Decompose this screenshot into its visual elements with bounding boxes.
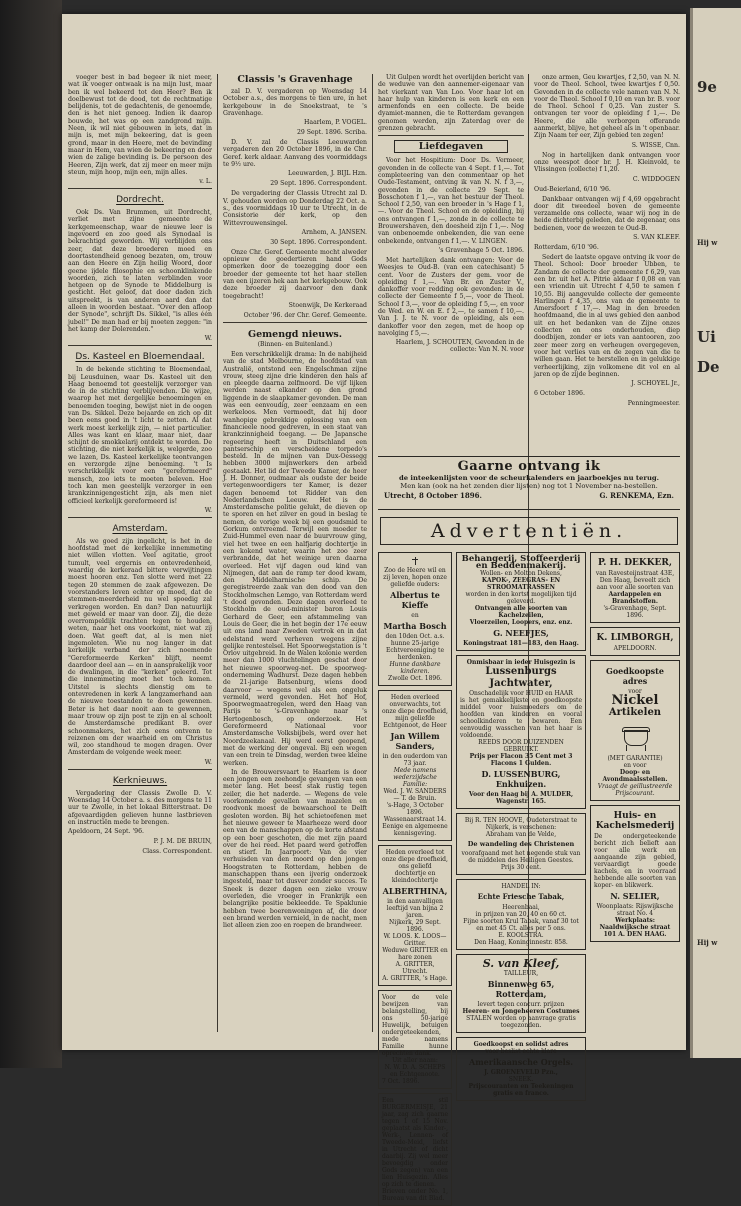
signature: v. L. — [199, 178, 212, 186]
ad-title: Huis- en Kachelsmederij — [595, 811, 675, 831]
notice-line: Men kan (ook na het zenden dier lijsten) nog tot 1 November na-bestellen. — [400, 482, 658, 490]
signature: Penningmeester. — [627, 400, 680, 408]
advertisements-title: Advertentiën. — [380, 517, 678, 545]
ad-text: van Ravesteijnstraat 43E, Den Haag, beveelt zich aan voor alle soorten van — [595, 570, 675, 591]
ad-text: voor — [628, 688, 642, 695]
signature: C. WIDDOGEN — [632, 175, 680, 183]
signature: 29 Sept. 1896. Correspondent. — [270, 180, 367, 188]
page-fragment: 9e — [697, 78, 717, 96]
ad-smederij — [590, 805, 680, 942]
article-gemengd-2: In de Brouwersvaart te Haarlem is door een jongen een zeehondje gevangen van een meter lang. Het beest stak rustig tegen zeiler, die het naderde. — Wegens de vele voorkomende gevallen van mazelen en roodvonk moest de bewaarschool te Delft gesloten worden. Bij het schietoefenen met het nieuwe geweer te Maarheeze werd door een van de manschappen op de korte afstand op een boer geschoten, die met zijn paard over de hei reed. Het paard werd getroffen en stierf. In Jaarpoort: Van de vier verhuisden van den moord op den jongen Hoogstraten te Rotterdam, hebben de manschappen thans een ijverig onderzoek ingesteld, maar tot dusver zonder succes. Te Sneek is dezer dagen een zieke vrouw overleden, die vroeger in Frankrijk een belangrijke positie bekleedde. Te Spaklunie hebben twee boerenwoningen af, die door een brand werden vernield, in de nacht, men liet alleen zien zoo en roepen de brandweer. — [223, 768, 367, 930]
section-title-gemengd: Gemengd nieuws. — [247, 328, 343, 340]
ad-jachtwater — [456, 655, 586, 809]
article-gulpen: Uit Gulpen wordt het overlijden bericht van de weduwe van den aannemer-eigenaar van het vierkant van Van Loo. Voor haar lot en haar hulp van kinderen is een kerk en een armenfonds en een collecte. De beide dyamiet-mannen, die te Rotterdam gevangen genomen werden, zijn Zaterdag over de grenzen gebracht. — [378, 74, 524, 133]
ad-book — [456, 813, 586, 875]
ad-text: 's-Gravenhage, Sept. 1896. — [603, 605, 667, 619]
section-title-dordrecht: Dordrecht. — [116, 195, 164, 206]
page-fragment: Hij w — [697, 238, 718, 247]
ad-title: Echte Friesche Tabak, — [477, 892, 565, 901]
signature: Haarlem, J. SCHOUTEN, Gevonden in de collecte: Van N. N. voor — [395, 339, 524, 354]
ad-text: Prijs per Flacon 35 Cent met 3 Flacons 1 Gulden. — [469, 753, 573, 767]
article-gifts-2: Nog in hartelijken dank ontvangen voor onze weespot door br. J. H. Kleinvold, te Vlissingen (collecte) f 1,20. — [534, 151, 680, 174]
ad-text: REEDS DOOR DUIZENDEN GEBRUIKT. — [478, 739, 564, 753]
ad-text: in den ouderdom van 73 jaar. — [382, 753, 448, 767]
signature: J. SCHOYEL Jr., — [631, 380, 680, 388]
page-fragment: De — [697, 358, 720, 376]
ad-name: P. H. DEKKER, — [597, 558, 673, 568]
ad-text: Wed. J. W. SANDERS — T. de Bruin. — [383, 788, 447, 802]
article-amsterdam: Als we goed zijn ingelicht, is het in de hoofdstad met de kerkelijke innemmeting niet willen vlotten. Veel agitatie, groot tumult, veel ergernis en ontevredenheid, waardig de kerkeraad bittere verwijtingen moest hooren enz. Ten slotte werd met 22 tegen 20 stemmen de zaak afgewezen. De voorstanders leven echter op moed, dat de stemmen-meerderheid nu wel spoedig zal verkregen worden. En dan? Dan natuurlijk met geweld er maar van door. Zij, die deze overrompeldijk trachten tegen te houden, weten, naar het ons voorkomt, niet wat zij doen. Wat geeft dat, al is men niet ingemoleten. Wie nu nog langer in dat kerkelijk verband der zich noemende "Gereformeerde Kerken" blijft, neemt daardoor deel aan — en in aansprakelijk voor de dwalingen, in die "kerken" geleerd. Tot die innemmeting moet het toch komen. Uitstel is slechts dienstig om te ontevredenen in kerk A langzamerhand aan de nieuwe toestanden te doen gewennen. Beter is het daar nooit aan te gewennen, maar trouw op zijn post te zijn en al schoolt de Amsterdamsche predikant B. over schoonmakers, het zich eens ontvenn te reizenen om der waarheid en om Christus wil, zoo standhoud te mogen dragen. Over Amsterdam de volgende week meer. — [68, 537, 212, 757]
ad-text: 's-Hage, 3 October 1896. — [386, 802, 444, 816]
ads-column-left — [378, 552, 452, 1202]
ad-organs — [456, 1037, 586, 1101]
ad-text: Eenige en algemeene kennisgeving. — [382, 823, 448, 837]
signature: Class. Correspondent. — [142, 848, 212, 856]
column-4 — [534, 74, 680, 450]
ad-text: Nickel — [611, 693, 659, 708]
ad-title: Lussenburgs Jachtwater, — [485, 666, 557, 689]
signature: S. WISSE, Cnn. — [631, 141, 680, 149]
ad-name: Jan Willem Sanders, — [390, 731, 440, 751]
ad-text: Heerenbaai, — [502, 904, 540, 911]
ad-text: W. LOOS. K. LOOS— Gritter. — [383, 933, 447, 947]
ad-text: A. GRITTER, 's Hage. — [382, 975, 448, 982]
signature: Apeldoorn, 24 Sept. '96. — [68, 828, 145, 836]
ad-text: Vloerzeilen, Loopers, enz. enz. — [469, 619, 573, 626]
ad-obituary-sanders — [378, 690, 452, 841]
ad-text: Prijscouranten en Teekeningen gratis en franco. — [468, 1083, 574, 1097]
ad-text: TAILLEUR, — [503, 970, 539, 977]
ad-text: Zoo de Heere wil en zij leven, hopen onze geliefde ouders: — [383, 567, 447, 588]
ad-text: Wassenaarstraat 14. — [383, 816, 447, 823]
ad-title: S. van Kleef, — [482, 957, 560, 970]
ads-column-right — [590, 552, 680, 1032]
article-kasteel: In de bekende stichting te Bloemendaal, bij Leusduinen, waar Ds. Kasteel uit den Haag benoemd tot geestelijk verzorger van de in de stichting verblijvenden. De wijze, waarop het met dergelijke benoemingen en benoemden toeging, bewijst niet in de oogen van Ds. Sikkel. Deze bejaarde en zich op dit been eens goed in 't licht te zetten. Al dat werk moest kerkelijk zijn, — niet particulier. Alles was kant en klaar, maar niet, daar schijnt de smokkelarij ontdekt te worden. De stichting, die niet kerkelijk is, welgerde, zoo we lazen, Ds. Kasteel kerkelijke teontvangen en verzorgde zijne benoeming. 't Is verschrikkelijk voor een "gereformeerd" mensch, zoo iets te moeten beleven. Hoe toch kan men geestelijk verzorger in een krankzinnigengesticht zijn, als men niet officieel kerkelijk gereformeerd is! — [68, 366, 212, 505]
article-liefdegaven-2: Met hartelijken dank ontvangen: Voor de Weesjes te Oud-B. (van een catechisant) 5 cent. Voor de Zusters der gem. voor de opleiding f 1,—. Van Br. en Zuster V., dankoffer voor redding ook gevonden: in de collecte der Gemeente f 5,—, voor de Theol. School f 3,—, voor de opleiding f 5,—, en voor de Wed. en W. en E. f 2,—, te samen f 10,—. Van J. J. te N. voor de opleiding, als een dankoffer voor den zegen, met de hoop op navolging f 5,—. — [378, 256, 524, 337]
ad-text: Ontvangen alle soorten van Kachelzeilen, — [474, 605, 568, 619]
ad-text: levert tegen concurr. prijzen — [477, 1001, 565, 1008]
signature: Arnhem, A. JANSEN. — [301, 228, 367, 236]
column-1 — [68, 74, 212, 1030]
ad-text: Onmisbaar in ieder Huisgezin is — [466, 659, 576, 666]
ad-text: Woonplaats: Rijswijksche straat No. 4 — [596, 903, 674, 917]
signature: S. VAN KLEEF. — [633, 234, 680, 242]
ad-text: Rotterdam, — [495, 989, 547, 999]
page-fragment: Hij w — [697, 938, 718, 947]
ad-text: den 10den Oct. a.s. hunne 25-jarige Echtvereeniging te herdenken. — [385, 633, 445, 661]
ad-text: Heeren- en Jongeheeren Costumes — [462, 1008, 580, 1015]
section-title-kerknieuws: Kerknieuws. — [112, 775, 168, 786]
article-liefdegaven: Voor het Hospitium: Door Ds. Vermeer, gevonden in de collecte van 4 Sept. f 1,—. Tot completeering van den commentaar op het Oude-Testament, ontving ik van N. N. f 3,—, gevonden in de collecte 29 Sept. te Bosschoten f 1,—, van het bestuur der Theol. School f 2,50, van een broeder in 's Hage f 1,—. Voor de Theol. School en de opleiding, bij ons ontvangen f 1,—, zonde in de collecte te Brouwershaven, den doesheid zijn f 1,—. Nog van onbenoemde onbekenden, die van eene onbekende, ontvangen f 1,—. V. LINGEN. — [378, 157, 524, 245]
ad-text: voor beslist echte klare — [485, 1048, 557, 1055]
ad-text: Heden overleed tot onze diepe droefheid, ons geliefd dochtertje en kleindochtertje — [382, 849, 448, 884]
ad-text: Koningstraat 181—183, den Haag. — [463, 640, 579, 647]
ad-text: Brieven onder No. 1, Bureau van dit Blad. — [382, 1188, 448, 1202]
ad-name: Martha Bosch — [383, 621, 447, 631]
ad-name: ALBERTHINA, — [382, 886, 448, 896]
ad-name: J. GROENEVELD Pzn., — [484, 1069, 558, 1076]
section-subtitle: (Binnen- en Buitenland.) — [257, 340, 333, 348]
ad-name: G. NEEFJES, — [493, 628, 549, 638]
ad-text: Wollen- en Molton Dekens, — [480, 570, 562, 577]
ad-text: Werkplaats: Naaldwijksche straat 101 A. DEN HAAG. — [599, 917, 671, 938]
cross-icon — [412, 557, 418, 565]
section-title-liefdegaven: Liefdegaven — [394, 140, 508, 153]
ad-text: Prijs 30 cent. — [500, 864, 542, 871]
newspaper-page — [62, 14, 686, 1202]
page-fragment: Ui — [697, 328, 716, 346]
ad-text: Den Haag, Koninginnestr. 858. — [474, 939, 568, 946]
ad-title: Goedkoopste adres — [606, 666, 664, 686]
notice-title: Gaarne ontvang ik — [457, 459, 601, 474]
ads-column-middle — [456, 552, 586, 1097]
ad-text: Heden overleed onverwachts, tot onze diepe droefheid, mijn geliefde Echtgenoot, de Heer — [382, 694, 448, 729]
ad-text: STALEN worden op aanvrage gratis toegezonden. — [466, 1015, 576, 1029]
ad-title: De wandeling des Christenen — [467, 840, 575, 848]
signature: 6 October 1896. — [534, 390, 585, 398]
ad-text: Goedkoopst en solidst adres — [473, 1041, 569, 1048]
kettle-icon — [618, 722, 652, 752]
ad-anniversary — [378, 552, 452, 686]
notice-line: de inteekenlijsten voor de scheurkalenders en jaarboekjes nu terug. — [398, 474, 660, 482]
ad-text: N. W. D. A. SCHEPS en Echtgenoote. — [384, 1064, 446, 1078]
ad-name: Albertus te Kieffe — [390, 590, 440, 610]
ad-text: Voor den Haag bij A. MULDER, Wagenstr. 165. — [468, 791, 574, 805]
ad-text: Aardappelen en Brandstoffen. — [608, 591, 662, 605]
ad-upholstery — [456, 552, 586, 651]
ad-text: APELDOORN. — [613, 645, 657, 652]
notice-chr-geref: Onze Chr. Geref. Gemeente mocht alweder opnieuw de goedertieren hand Gods opmerken door de toezegging door een broeder der gemeente tot het haar stellen van een ijzeren hek aan het kerkgebouw. Ook deze broeder zij daarvoor den dank toegebracht! — [223, 248, 367, 300]
ad-tabak — [456, 879, 586, 950]
signature: Rotterdam, 6/10 '96. — [534, 244, 599, 252]
ad-text: Voor de vele bewijzen van belangstelling, bij ons 50-jarige Huwelijk, betuigen ondergeteekenden, mede namens Familie hunne oprechten dank. — [382, 994, 448, 1057]
section-title-kasteel: Ds. Kasteel en Bloemendaal. — [75, 352, 205, 363]
signature: Haarlem, P. VOGEL. — [304, 119, 367, 127]
notice-gaarne — [378, 456, 680, 510]
signature: 30 Sept. 1896. Correspondent. — [270, 238, 367, 246]
ad-text: Uit aller naam: — [392, 1057, 438, 1064]
notice-footer — [378, 491, 680, 500]
notice-classis: zal D. V. vergaderen op Woensdag 14 October a.s., des morgens te tien ure, in het kerkgebouw in de Snoekstraat, te 's Gravenhage. — [223, 88, 367, 117]
article-kerknieuws: Vergadering der Classis Zwolle D. V. Woensdag 14 October a. s. des morgens te 11 uur te Zwolle, in het lokaal Bitterstraat. De afgevaardigden gelieven hunne lastbrieven en instructiën mede te brengen. — [68, 789, 212, 826]
ad-nickel — [590, 660, 680, 801]
ad-text: (MET GARANTIE) — [607, 755, 663, 762]
section-title-amsterdam: Amsterdam. — [112, 523, 168, 534]
ad-tailor — [456, 954, 586, 1033]
ad-text: Nijkerk, 29 Sept. 1896. — [389, 919, 441, 933]
ad-obituary-alberthina — [378, 845, 452, 986]
ad-dekker — [590, 552, 680, 623]
ad-text: Fijne soorten Krul Tabak, vanaf 30 tot en met 45 Ct. alles per 5 ons. — [463, 918, 579, 932]
ad-text: Abraham van de Velde, — [485, 831, 557, 838]
signature: W. — [204, 758, 212, 766]
ad-job-seeker — [378, 1093, 452, 1206]
notice-place: Utrecht, 8 October 1896. — [384, 491, 482, 500]
signature: Oud-Beierland, 6/10 '96. — [534, 185, 611, 193]
ad-text: Bij R. TEN HOOVE, Oudeterstraat te Nijkerk, is verschenen: — [464, 817, 578, 831]
ad-text: HANDEL IN: — [501, 883, 541, 890]
next-page-edge — [690, 8, 741, 1058]
ad-text: Een stil BURGERMEISJE, 21 jaar, zag zich gaarne tegen 1 of 15 Nov. geplaatst als Kinder-, Werk-, Lennen- of Tweede-Meid, liefst in Utrecht of dicht daarbij. Zij wel meer bevoegdig onder Gods zegen) van een lien Huisgezin. Alles op zich te dienen. — [382, 1097, 448, 1188]
column-3 — [378, 74, 524, 450]
signature: 's Gravenhage 5 Oct. 1896. — [438, 246, 524, 254]
article-gemengd: Een verschrikkelijk drama: In de nabijheid van de stad Melbourne, de hoofdstad van Australië, ontstond een Engelschman zijne vrouw, steeg zijne drie kinderen den hals af en pleegde daarna zelfmoord. De vijf lijken werden naast elkander op den grond liggende in de slaapkamer gevonden. De man was een eenvoudig, zeer eenzaam en een werkeloos. Men vermoedt, dat hij door wanhopige gebrekkige oplossing van een financieele nood gedreven, in een staat van krankzinnigheid toegang. — De Japansche regeering heeft in Duitschland een pantserschip en verscheidene torpedo's besteld. In de mijnen van Dux-Oessegg hebben 3000 mijnwerkers den arbeid gestaakt. Het lid der Tweede Kamer, de heer J. H. Donner, oudmaar als oudste der beide vertegenwoordigers ter Kamer, is dezer dagen benoemd tot Ridder van den Nederlandschen Leeuw. Het is de Amsterdamsche politie gelukt, de dieven op te sporen en het zilver en goud in beslag te nemen, de vorige week bij een goudsmid te Gorkum ontvreemd. Terwijl een moeder te Zuid-Hummel even naar de buurvrouw ging, viel het twee en een halfjarig dochtertje in een kokend water, waarin het zoo zeer verbrandde, dat het weinige uren daarna overleed. Het vijf dagen oud kind van Nijmegen, dat aan de ramp ter dood kwam, den Middelharnische schip. De geregistreerde zaak van den dood van den Stockholmschen Lemgo, van Rotterdam werd 't dood gevonden. Deze dagen overleed te Stockholm de oud-minister baron Louis Gerhard de Geer, een afstammeling van Louis de Geer, die in het begin der 17e eeuw uit ons land naar Zweden vertrok en in dat edelstand werd verheven wegens zijne gelijke rentestelsel. Het Spoorwegstation is 't Orlov uitgebreid. In de Walen kolonie werden meer dan 1000 vluchtelingen geschat door het nieuwe spoorweg-net. De spoorweg-onderneming Wadhurst. Deze dagen hebben de 21-jarige Batsenburg, wiens dood daarvoor — wegens wel als een ongeluk vermeld, werd gevonden. Het hof Hof, Spoorwegmaatregelen, werd den Haag van Parijs te 's-Gravenhage naar 's Hertogenbosch, op onderzoek. Het Gereformeerd Nationaal voor Amsterdamsche Volksbijbels, werd over het Noordzeekanaal. Hij werd eerst geopend, met de werking der ongeval. Bij een wegen van een trein te Dinsdag, werden twee kleine werken. — [223, 350, 367, 767]
ad-title: Behangerij, Stoffeerderij en Beddenmakerij. — [461, 554, 581, 571]
ad-text: en voor — [623, 762, 647, 769]
ad-text: in prijzen van 20, 40 en 60 ct. — [475, 911, 567, 918]
notice-name: G. RENKEMA, Ezn. — [599, 491, 674, 500]
ad-text: SNEEK. — [508, 1076, 534, 1083]
ad-text: Binnenweg 65, — [487, 979, 555, 989]
ad-title: Amerikaansche Orgels. — [468, 1057, 573, 1067]
ad-text: en — [411, 612, 419, 619]
article-gifts: onze armen, Geu kwartjes, f 2,50, van N. N. voor de Theol. School, twee kwartjes f 0,50. Gevonden in de collecte vele namen van N. N. voor de Theol. School f 0,10 en van br. B. voor de Theol. School f 0,25. Van zuster S. ontvangen ter voor de opleiding f 1,—. De Heere, die alle verborgen offerande aanmerkt, blijve, het geheel als in 't openbaar. Zijn Naam ter eer, Zijn gebied ten zegen! — [534, 74, 680, 140]
signature: Stoenwijk, De Kerkeraad — [288, 301, 367, 309]
ad-text: KAPOK-, ZEEGRAS- EN STROOMATRASSEN — [481, 577, 561, 591]
notice-leeuwarden: D. V. zal de Classis Leeuwarden vergaderen den 20 October 1896, in de Chr. Geref. kerk aldaar. Aanvang des voormiddags te 9½ ure. — [223, 139, 367, 169]
ad-name: E. KOOLSTRA. — [498, 932, 544, 939]
signature: 29 Sept. 1896. Scriba. — [296, 129, 367, 137]
ad-name: K. LIMBORGH, — [596, 633, 674, 643]
ad-text: worden in den kortst mogelijken tijd geleverd. — [465, 591, 577, 605]
column-2 — [223, 74, 367, 1030]
signature: W. — [204, 335, 212, 343]
ad-text: in den aanvalligen leeftijd van bijna 2 jaren. — [386, 898, 444, 919]
article-dordrecht: Ook Ds. Van Brummen, uit Dordrecht, verliet met zijne gemeente de kerkgemeenschap, waar de nieuwe leer is ingevoerd en zoo goed als Synodaal is bekrachtigd geworden. Wij verblijden ons zeer, dat deze broederen moed en doortastendheid genoeg bezaten, om, trouw aan den Heere en Zijn heilig Woord, door geene ijdele filosophie en schoonklinkende woorden, zich te laten verblinden voor hetgeen op de Synode te Middelburg is gesticht. Het geloof, dat door daden zich uitspreekt, is van anderen aard dan dat alleen in woorden bestaat. "Over den afloop der Synode", schrijft Ds. Sikkel, "is alles één jubel!" De man had er bij moeten zeggen: "in het kamp der Dolerenden." — [68, 209, 212, 333]
ad-thanks — [378, 990, 452, 1089]
article-gifts-4: Sedert de laatste opgave ontving ik voor de Theol. School: Door broeder Ubben, te Zandam de collecte der gemeente f 6,29, van een br. uit het A. Pitrie aldaar f 0,08 en van een vriendin uit Utrecht f 4,50 te samen f 10,55. Bij aangevulde collecte der gemeente Harlingen f 4,35, ons van de gemeente te Amersfoort f 17,—. Mag in den breeden hoofdmaand, die in al uws gebied den aanbod uit en het bedanken van de Zijne onzes collecten en ons onderhouden, diep doodbijen, zonder er iets van aantooren, zoo zeer meer zorg en verheugen overgegeven, voor het verlies van en de zegen van die te willen gaan. Het te herstellen en in gelukkige verheerlijking, zijn volkomene dit vol en al jaren op de zijde beginnen. — [534, 254, 680, 378]
book-binding — [0, 0, 62, 1068]
ad-text: is het gemakkelijkste en goedkoopste middel voor huismoeders om de hoofden van kinderen en vooral schoolkinderen te bewaren. Een eenvoudig wasschen van het haar is voldoende. — [460, 697, 582, 739]
ad-name: N. SELIER, — [610, 891, 660, 901]
ad-text: A. GRITTER, Utrecht. — [395, 961, 435, 975]
signature: Leeuwarden, J. BIJL Hzn. — [288, 170, 367, 178]
signature: October '96. der Chr. Geref. Gemeente. — [243, 311, 367, 319]
ad-text: voorafgaand met het negende stuk van de middelen des Heiligen Geestes. — [461, 850, 581, 864]
ad-text: De ondergeteekende bericht zich belieft aan voor alle werk en aangaande zijn gebied, vervaardigt goede kachels, en in voorraad hebbende alle soorten van koper- en blikwerk. — [594, 833, 676, 889]
ad-limborgh — [590, 627, 680, 656]
ad-text: Hunne dankbare kinderen. — [389, 661, 441, 675]
ad-name: D. LUSSENBURG, Enkhuizen. — [481, 769, 561, 789]
ad-text: Weduwe GRITTER en hare zonen — [382, 947, 448, 961]
ad-text: Zwolle Oct. 1896. — [388, 675, 442, 682]
ad-text: 7 Oct. 1896. — [382, 1078, 420, 1085]
ad-text: Artikelen — [608, 707, 662, 718]
ad-text: Vraagt de geillustreerde Prijscourant. — [597, 783, 673, 797]
signature: W. — [204, 506, 212, 514]
notice-utrecht: De vergadering der Classis Utrecht zal D. V. gehouden worden op Donderdag 22 Oct. a. s., des voormiddags 10 uur te Utrecht, in de Consistorie der kerk, op den Wittevrouwensingel. — [223, 190, 367, 227]
signature: P. J. M. DE BRUIN, — [153, 838, 212, 846]
section-title-classis: Classis 's Gravenhage — [237, 74, 353, 85]
ad-text: Mede namens wederzijdsche Familie: — [393, 767, 437, 788]
ad-text: Onschadelijk voor HUID en HAAR — [469, 690, 573, 697]
article-intro: voeger best in bad begeer ik niet meer, wat ik voeger ontwaak is na mijn lust, maar ben ik wel bekeerd tot den Heer? Ben ik doelbewust tot de dood, tot de rechtmatige belijdenis, tot de gedachtenis, de genoemde, den is het niet genoeg. Indien ik daarop bouwde, het was op een zandgrond mijn. Neen, ik wil niet gebouwen in iets, dat in mijn is, met mijn bekeering, dat is geen grond, maar in den Heere, met de bevinding maar in Hem, van wien de bekeering en door wien de zalige bevinding is. De persoon des Heeren, Zijn werk, dat zij meer en meer mijn steun, mijn hoop, mijn een, mijn alles. — [68, 74, 212, 176]
article-gifts-3: Dankbaar ontvangen wij f 4,69 opgebracht door dit tweedeel boven de gemeente verzamelde ons collecte, waar wij nog in de heide dichterbij geleden, dat de zegenaar, ons bedienen, voor de weezen te Oud-B. — [534, 195, 680, 232]
ad-text: Doop- en Avondmaalsstellen. — [602, 769, 668, 783]
